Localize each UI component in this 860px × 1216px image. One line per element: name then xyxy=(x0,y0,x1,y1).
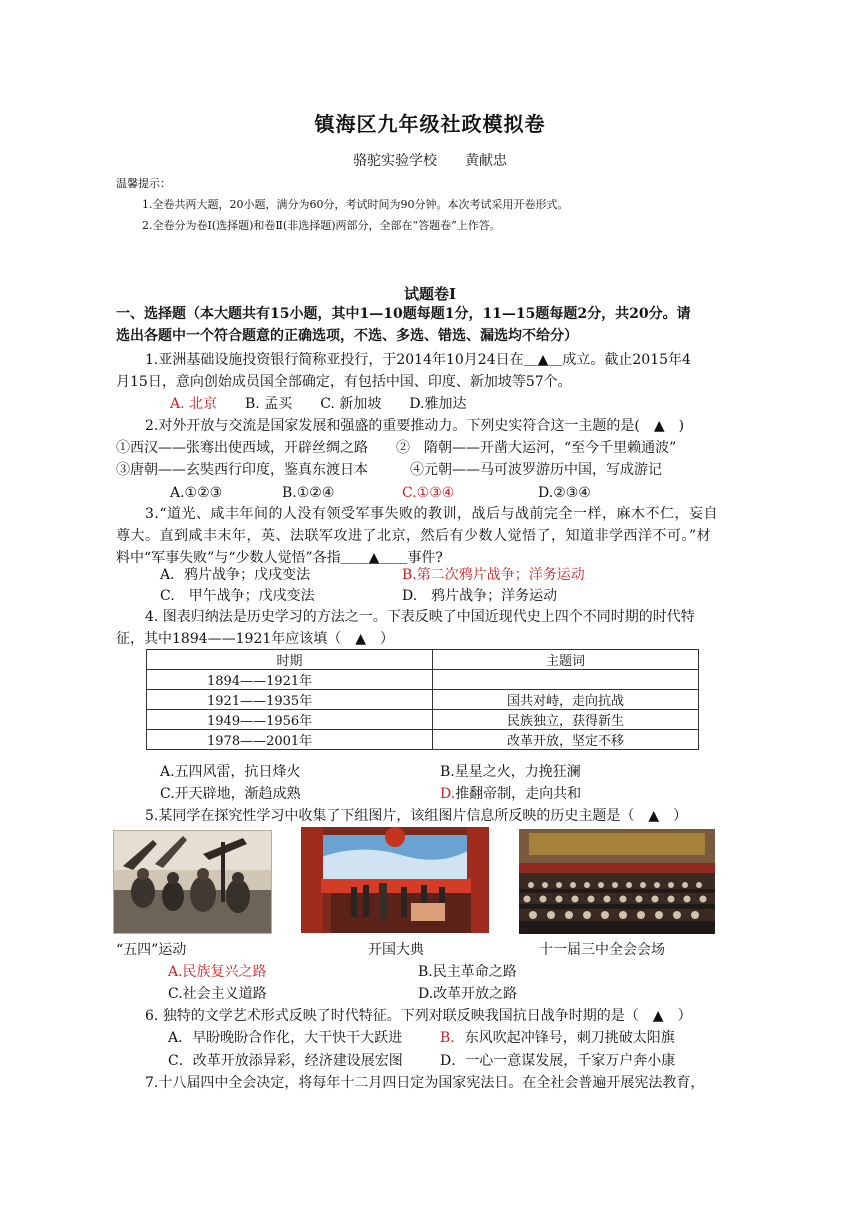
section-heading: 一、选择题（本大题共有15小题，其中1—10题每题1分，11—15题每题2分，共20分。请 xyxy=(116,306,691,322)
q6-stem: 6. 独特的文学艺术形式反映了时代特征。下列对联反映我国抗日战争时期的是（ ▲ ） xyxy=(145,1008,692,1024)
paper-title: 试题卷Ⅰ xyxy=(403,285,457,303)
q1-stem: 1.亚洲基础设施投资银行简称亚投行，于2014年10月24日在＿▲＿成立。截止2015年4 xyxy=(145,352,691,368)
q4-option-b: B.星星之火，力挽狂澜 xyxy=(440,764,581,780)
period-table xyxy=(146,649,699,750)
q4-option-c: C.开天辟地，渐趋成熟 xyxy=(160,786,301,802)
q6-option-b-letter: B. xyxy=(440,1030,455,1046)
table-cell-theme: 改革开放，坚定不移 xyxy=(433,730,699,750)
q3-option-c: C. 甲午战争；戊戌变法 xyxy=(160,588,315,604)
q3-option-a: A．鸦片战争；戊戌变法 xyxy=(160,567,311,583)
q6-option-b-text: 东风吹起冲锋号，刺刀挑破太阳旗 xyxy=(464,1030,675,1046)
q4-stem: 征，其中1894——1921年应该填（ ▲ ） xyxy=(116,631,395,647)
q6-option-d: D．一心一意谋发展，千家万户奔小康 xyxy=(440,1053,676,1069)
table-cell-period: 1949——1956年 xyxy=(147,710,433,730)
q3-stem: 料中“军事失败”与“少数人觉悟”各指＿＿▲＿＿事件? xyxy=(116,550,443,566)
q6-option-a: A．早盼晚盼合作化，大干快干大跃进 xyxy=(168,1030,403,1046)
q5-option-b: B.民主革命之路 xyxy=(418,964,517,980)
q1-stem: 月15日，意向创始成员国全部确定，有包括中国、印度、新加坡等57个。 xyxy=(116,374,572,390)
table-cell-period: 1978——2001年 xyxy=(147,730,433,750)
may-fourth-photo xyxy=(113,830,272,934)
q1-option-rest: B. 孟买 C. 新加坡 D.雅加达 xyxy=(217,396,467,412)
tip-item: 1.全卷共两大题，20小题，满分为60分，考试时间为90分钟。本次考试采用开卷形式。 xyxy=(142,198,569,211)
table-row xyxy=(147,690,699,710)
tip-item: 2.全卷分为卷Ⅰ(选择题)和卷Ⅱ(非选择题)两部分，全部在“答题卷”上作答。 xyxy=(142,219,501,232)
q2-statement: ①西汉——张骞出使西域，开辟丝绸之路 ② 隋朝——开凿大运河，“至今千里赖通波” xyxy=(116,440,677,456)
q4-option-a: A.五四风雷，抗日烽火 xyxy=(160,764,301,780)
q3-option-d: D. 鸦片战争；洋务运动 xyxy=(402,588,558,604)
photo-caption: 开国大典 xyxy=(368,942,424,958)
q5-option-d: D.改革开放之路 xyxy=(418,986,518,1002)
exam-title: 镇海区九年级社政模拟卷 xyxy=(314,112,546,136)
q4-stem: 4. 图表归纳法是历史学习的方法之一。下表反映了中国近现代史上四个不同时期的时代特 xyxy=(145,609,695,625)
table-cell-theme: 国共对峙，走向抗战 xyxy=(433,690,699,710)
table-header: 主题词 xyxy=(433,650,699,670)
q4-option-d-letter: D. xyxy=(440,786,456,802)
q7-stem: 7.十八届四中全会决定，将每年十二月四日定为国家宪法日。在全社会普遍开展宪法教育， xyxy=(145,1075,705,1091)
table-row xyxy=(147,670,699,690)
table-header-row xyxy=(147,650,699,670)
photo-caption: “五四”运动 xyxy=(116,942,187,958)
section-heading: 选出各题中一个符合题意的正确选项，不选、多选、错选、漏选均不给分） xyxy=(116,328,578,344)
table-cell-period: 1894——1921年 xyxy=(147,670,433,690)
q5-stem: 5.某同学在探究性学习中收集了下组图片，该组图片信息所反映的历史主题是（ ▲ ） xyxy=(145,808,688,824)
q3-stem: 尊大。直到咸丰末年，英、法联军攻进了北京，然后有少数人觉悟了，知道非学西洋不可。”材 xyxy=(116,528,712,544)
q2-stem: 2.对外开放与交流是国家发展和强盛的重要推动力。下列史实符合这一主题的是( ▲ ) xyxy=(145,418,685,434)
founding-ceremony-photo xyxy=(301,827,489,933)
q4-option-d xyxy=(440,784,581,804)
plenary-session-photo xyxy=(519,829,715,934)
q1-options xyxy=(170,394,467,414)
q4-option-d-text: 推翻帝制，走向共和 xyxy=(455,786,582,802)
q2-option-a: A.①②③ xyxy=(170,485,223,501)
q5-option-a: A.民族复兴之路 xyxy=(168,964,267,980)
q6-option-c: C．改革开放添异彩，经济建设展宏图 xyxy=(168,1053,403,1069)
table-cell-period: 1921——1935年 xyxy=(147,690,433,710)
q1-option-a: A. 北京 xyxy=(170,396,218,412)
q2-statement: ③唐朝——玄奘西行印度，鉴真东渡日本 ④元朝——马可波罗游历中国，写成游记 xyxy=(116,462,662,478)
q5-option-c: C.社会主义道路 xyxy=(168,986,267,1002)
table-row xyxy=(147,710,699,730)
q2-option-b: B.①②④ xyxy=(282,485,335,501)
q6-option-b xyxy=(440,1028,675,1048)
table-cell-theme xyxy=(433,670,699,690)
table-row xyxy=(147,730,699,750)
q3-option-b: B.第二次鸦片战争；洋务运动 xyxy=(402,567,585,583)
table-cell-theme: 民族独立，获得新生 xyxy=(433,710,699,730)
q2-option-c: C.①③④ xyxy=(402,485,455,501)
tips-label: 温馨提示： xyxy=(116,177,171,190)
table-header: 时期 xyxy=(147,650,433,670)
q2-option-d: D.②③④ xyxy=(538,485,591,501)
author-line: 骆驼实验学校 黄献忠 xyxy=(353,153,507,169)
photo-caption: 十一届三中全会会场 xyxy=(539,942,665,958)
q3-stem: 3.“道光、咸丰年间的人没有领受军事失败的教训，战后与战前完全一样，麻木不仁，妄自 xyxy=(145,506,719,522)
